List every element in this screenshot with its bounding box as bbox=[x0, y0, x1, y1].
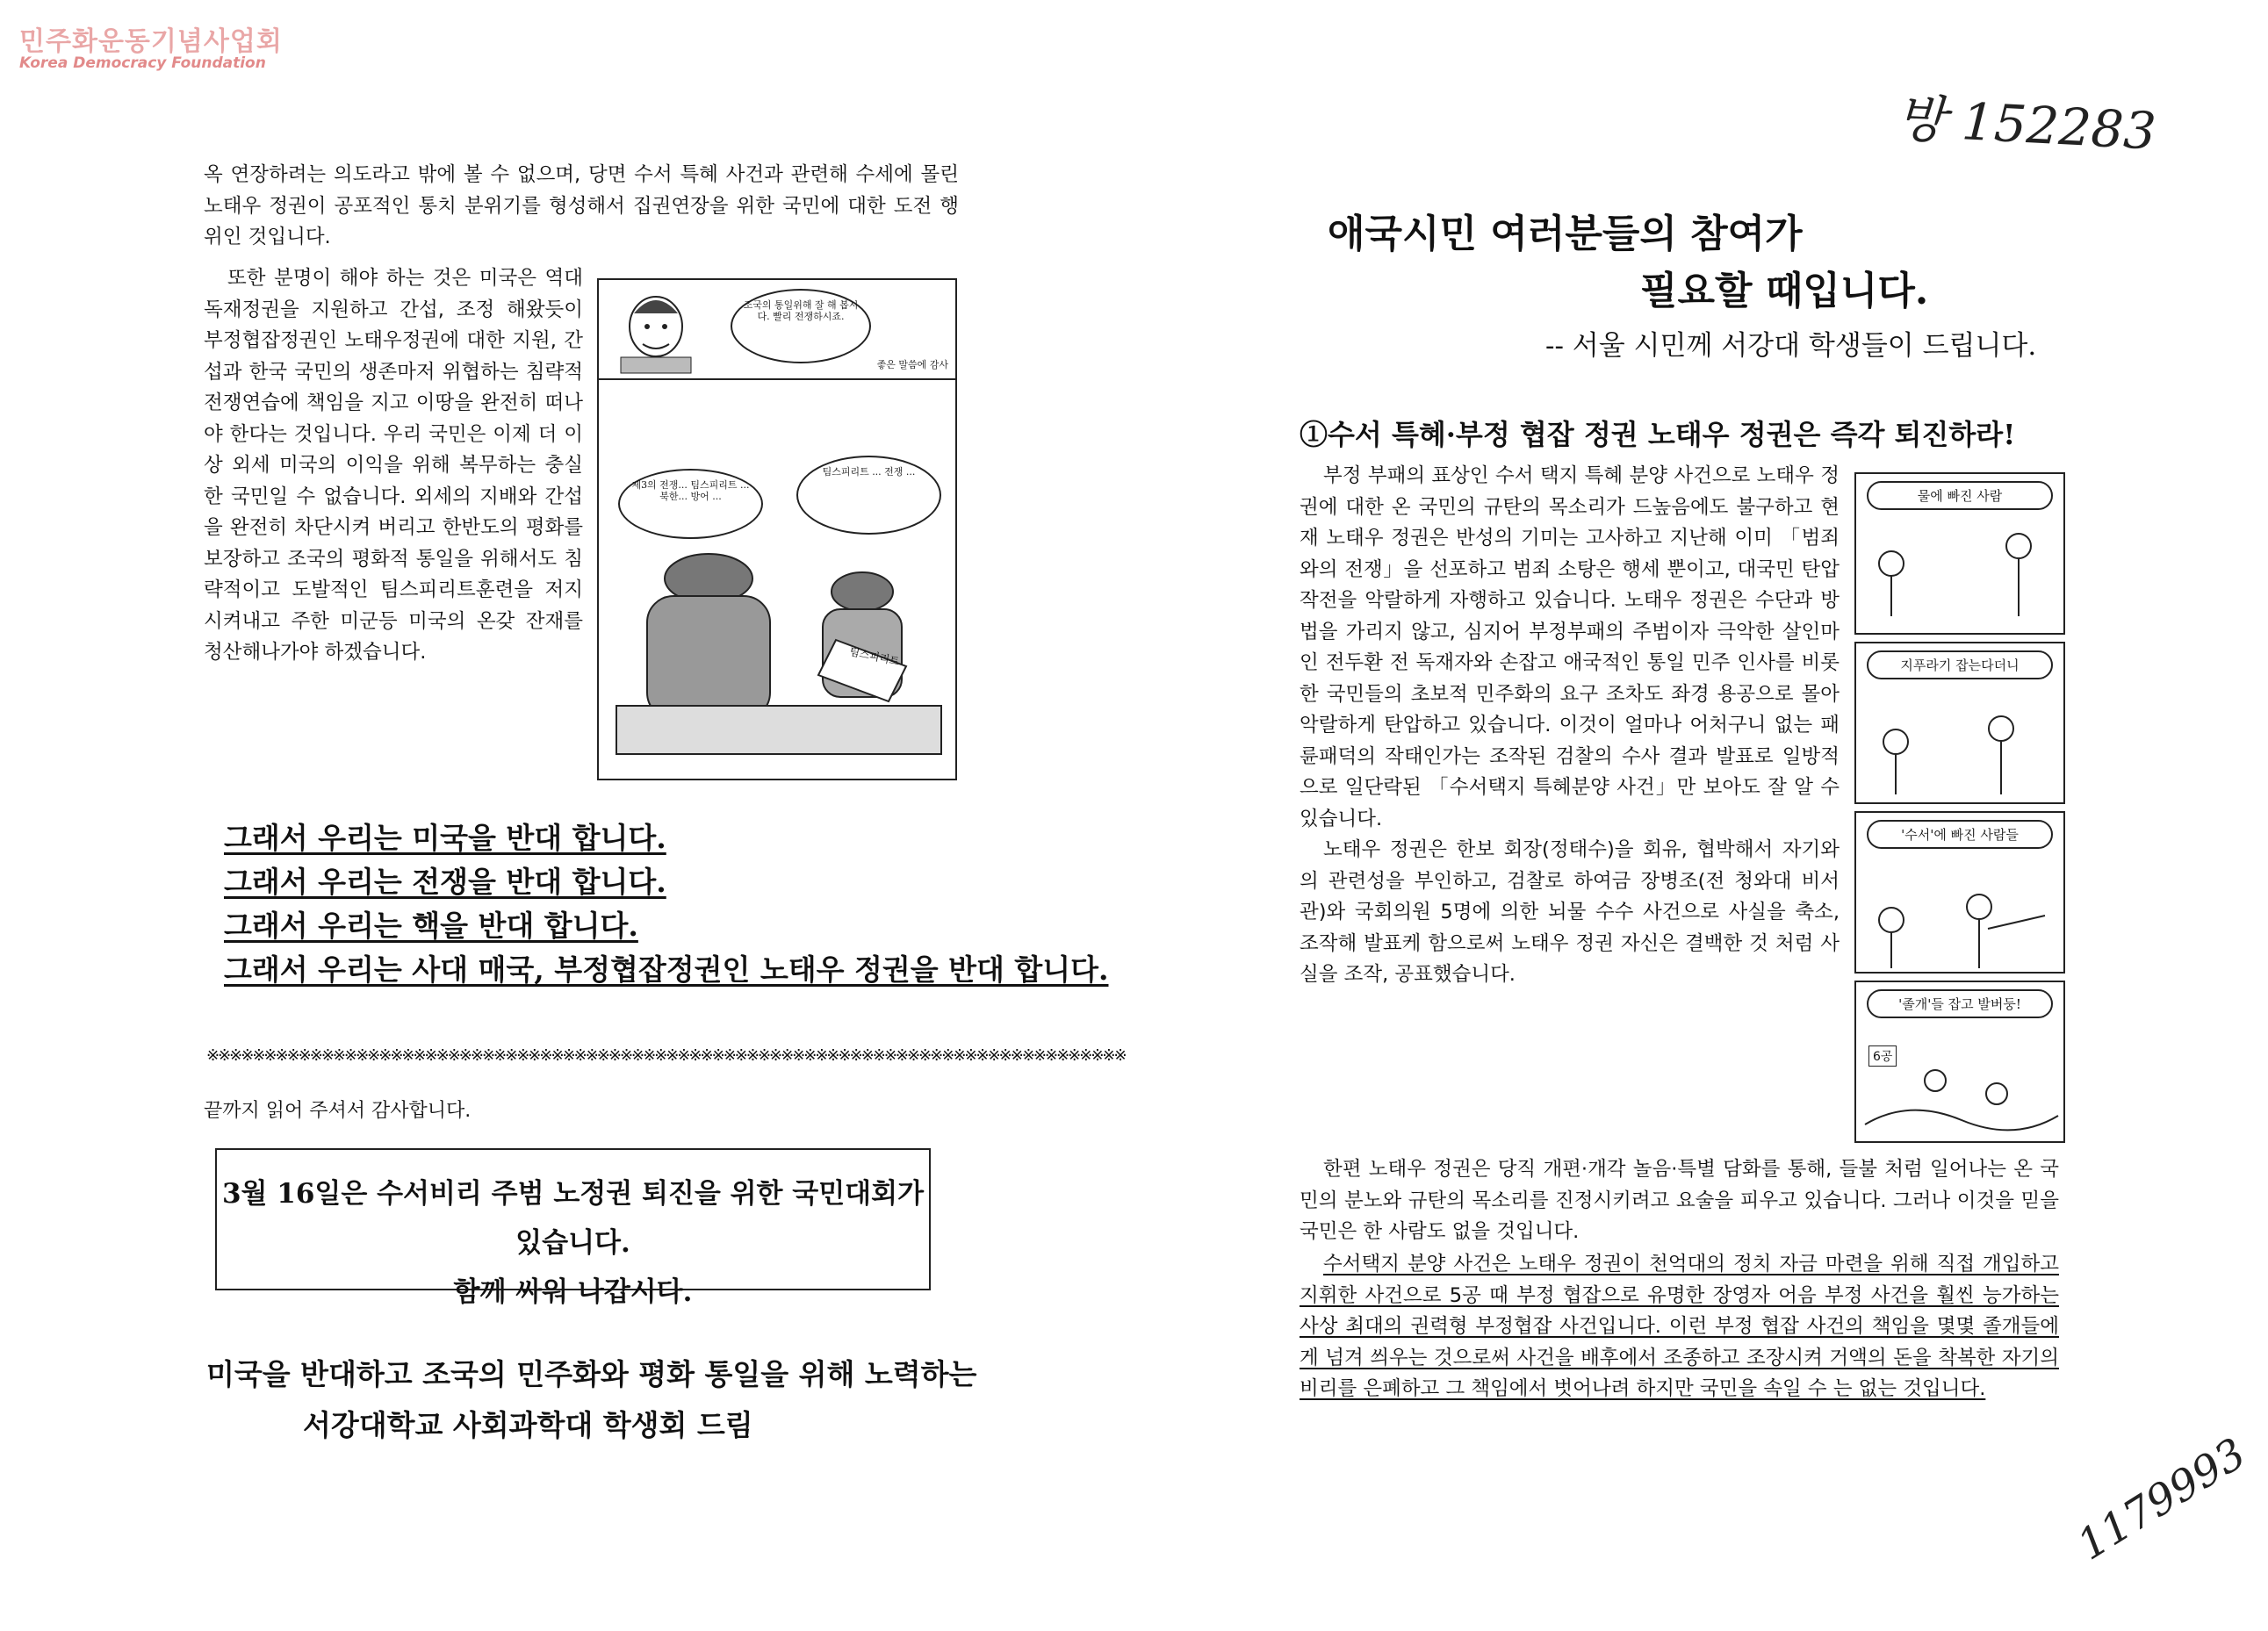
cartoon-bubble-top: 조국의 통일위해 잘 해 봅시다. 빨리 전쟁하시죠. bbox=[731, 289, 871, 363]
handwritten-archive-number: 방 152283 bbox=[1895, 88, 2158, 162]
left-intro-paragraph: 옥 연장하려는 의도라고 밖에 볼 수 없으며, 당면 수서 특혜 사건과 관련해 수세에 몰린 노태우 정권이 공포적인 통치 분위기를 형성해서 집권연장을 위한 국민에 대한 도전 행위인 것입니다. bbox=[204, 163, 959, 248]
comic-caption-3: '수서'에 빠진 사람들 bbox=[1867, 820, 2053, 849]
cartoon-divider bbox=[599, 378, 955, 380]
comic-panel-2 bbox=[1854, 642, 2065, 804]
watermark-org-en: Korea Democracy Foundation bbox=[19, 54, 266, 72]
slogans bbox=[224, 816, 1108, 992]
cartoon-bubble-left: 제3의 전쟁... 팀스피리트 ... 북한... 방어 ... bbox=[618, 469, 763, 539]
section-heading: ①수서 특혜·부정 협잡 정권 노태우 정권은 즉각 퇴진하라! bbox=[1300, 418, 2016, 451]
watermark-org-kr: 민주화운동기념사업회 bbox=[19, 26, 283, 57]
rally-notice-box bbox=[215, 1148, 931, 1308]
comic-panel-1 bbox=[1854, 472, 2065, 635]
cartoon-soldiers-drawing bbox=[599, 543, 955, 772]
comic-drawing-4 bbox=[1856, 1019, 2063, 1142]
comic-panel-4 bbox=[1854, 981, 2065, 1143]
right-underlined-text bbox=[1300, 1249, 2059, 1405]
comic-drawing-1 bbox=[1856, 511, 2063, 634]
comic-strip bbox=[1854, 472, 2065, 1150]
cartoon-bubble-right: 팀스피리트 ... 전쟁 ... bbox=[796, 456, 941, 535]
right-paragraph-4: 수서택지 분양 사건은 노태우 정권이 천억대의 정치 자금 마련을 위해 직접 개입하고 지휘한 사건으로 5공 때 부정 협잡으로 유명한 장영자 어음 부정 사건을 훨씬 능가하는 사상 최대의 권력형 부정협잡 사건입니다. 이런 부정 협잡 사건의 책임을 몇몇 졸개들에게 넘겨 씌우는 것으로써 사건을 배후에서 조종하고 조장시켜 거액의 돈을 착복한 자기의 비리를 은폐하고 그 책임에서 벗어나려 하지만 국민을 속일 수 는 없는 것입니다. bbox=[1300, 1253, 2059, 1400]
political-cartoon bbox=[597, 278, 957, 780]
cartoon-sign: 팀스피리트 bbox=[848, 645, 901, 668]
subtitle: -- 서울 시민께 서강대 학생들이 드립니다. bbox=[1545, 330, 2037, 362]
left-column-paragraph: 또한 분명이 해야 하는 것은 미국은 역대 독재정권을 지원하고 간섭, 조정 해왔듯이 부정협잡정권인 노태우정권에 대한 지원, 간섭과 한국 국민의 생존마저 위협하는 침략적 전쟁연습에 책임을 지고 이땅을 완전히 떠나야 한다는 것입니다. 우리 국민은 이제 더 이상 외세 미국의 이익을 위해 복무하는 충실한 국민일 수 없습니다. 외세의 지배와 간섭을 완전히 차단시켜 버리고 한반도의 평화를 보장하고 조국의 평화적 통일을 위해서도 침략적이고 도발적인 팀스피리트훈련을 저지시켜내고 주한 미군등 미국의 온갖 잔재를 청산해나가야 하겠습니다. bbox=[204, 267, 583, 664]
handwritten-document-number: 1179993 bbox=[2069, 1428, 2255, 1570]
slogan-3: 그래서 우리는 핵을 반대 합니다. bbox=[224, 909, 638, 943]
right-paragraph-1: 부정 부패의 표상인 수서 택지 특혜 분양 사건으로 노태우 정권에 대한 온 국민의 규탄의 목소리가 드높음에도 불구하고 현재 노태우 정권은 반성의 기미는 고사하고 지난해 이미 「범죄와의 전쟁」을 선포하고 범죄 소탕은 행세 뿐이고, 대국민 탄압 작전을 악랄하게 자행하고 있습니다. 노태우 정권은 수단과 방법을 가리지 않고, 심지어 부정부패의 주범이자 극악한 살인마인 전두환 전 독재자와 손잡고 애국적인 통일 민주 인사를 비롯한 국민들의 초보적 민주화의 요구 조차도 좌경 용공으로 몰아 악랄하게 탄압하고 있습니다. 이것이 얼마나 어처구니 없는 패륜패덕의 작태인가는 조작된 검찰의 수사 결과 발표로 일방적으로 일단락된 「수서택지 특혜분양 사건」만 보아도 잘 알 수 있습니다. bbox=[1300, 464, 1840, 830]
cartoon-top-figure bbox=[608, 287, 695, 375]
right-column-text bbox=[1300, 461, 1840, 991]
comic-caption-2: 지푸라기 잡는다더니 bbox=[1867, 650, 2053, 679]
comic-sign-4: 6공 bbox=[1868, 1045, 1897, 1067]
title-line-1: 애국시민 여러분들의 참여가 bbox=[1328, 212, 1803, 256]
notice-line-1: 3월 16일은 수서비리 주범 노정권 퇴진을 위한 국민대회가 있습니다. bbox=[221, 1178, 925, 1259]
slogan-2: 그래서 우리는 전쟁을 반대 합니다. bbox=[224, 865, 666, 899]
decorative-divider: ※※※※※※※※※※※※※※※※※※※※※※※※※※※※※※※※※※※※※※※※※※※※※※※※※※※※※※※※※※※※※※※※※※※※※※※※※※※※※※※※ bbox=[206, 1046, 1126, 1065]
right-paragraph-3: 한편 노태우 정권은 당직 개편·개각 놀음·특별 담화를 통해, 들불 처럼 일어나는 온 국민의 분노와 규탄의 목소리를 진정시키려고 요술을 피우고 있습니다. 그러나 이것을 믿을 국민은 한 사람도 없을 것입니다. bbox=[1300, 1158, 2059, 1243]
title-line-2: 필요할 때입니다. bbox=[1640, 269, 1929, 313]
cartoon-caption-top: 좋은 말씀에 감사 bbox=[876, 359, 948, 370]
comic-caption-4: '졸개'들 잡고 발버둥! bbox=[1867, 989, 2053, 1018]
right-paragraph-2: 노태우 정권은 한보 회장(정태수)을 회유, 협박해서 자기와의 관련성을 부인하고, 검찰로 하여금 장병조(전 청와대 비서관)와 국회의원 5명에 의한 뇌물 수수 사건으로 사실을 축소, 조작해 발표케 함으로써 노태우 정권 자신은 결백한 것 처럼 사실을 조작, 공표했습니다. bbox=[1300, 838, 1840, 986]
slogan-4: 그래서 우리는 사대 매국, 부정협잡정권인 노태우 정권을 반대 합니다. bbox=[224, 952, 1109, 987]
comic-panel-3 bbox=[1854, 811, 2065, 974]
comic-caption-1: 물에 빠진 사람 bbox=[1867, 481, 2053, 510]
notice-line-2: 함께 싸워 나갑시다. bbox=[453, 1276, 693, 1308]
signature-line-2: 서강대학교 사회과학대 학생회 드림 bbox=[303, 1408, 753, 1442]
signature-line-1: 미국을 반대하고 조국의 민주화와 평화 통일을 위해 노력하는 bbox=[206, 1357, 977, 1391]
right-full-text bbox=[1300, 1154, 2059, 1248]
left-column-text bbox=[204, 263, 583, 669]
comic-drawing-3 bbox=[1856, 850, 2063, 973]
slogan-1: 그래서 우리는 미국을 반대 합니다. bbox=[224, 821, 666, 855]
thanks-text: 끝까지 읽어 주셔서 감사합니다. bbox=[204, 1100, 472, 1122]
comic-drawing-2 bbox=[1856, 680, 2063, 803]
